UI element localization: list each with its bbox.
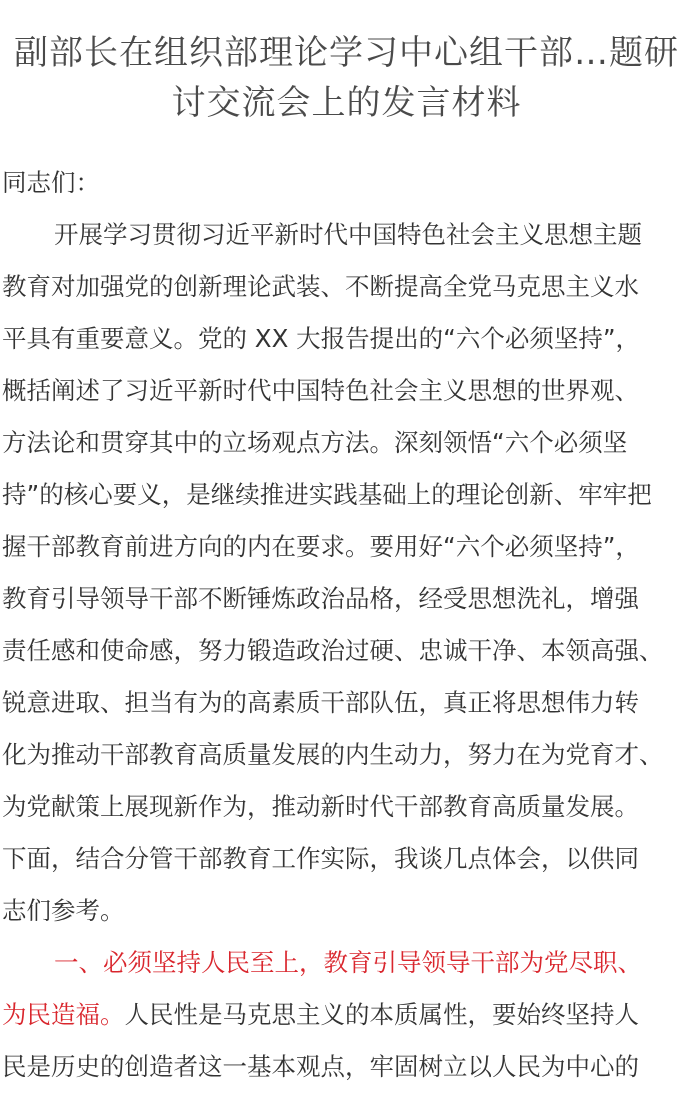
paragraph-line: 下面，结合分管干部教育工作实际，我谈几点体会，以供同	[2, 844, 639, 873]
paragraph-line: 概括阐述了习近平新时代中国特色社会主义思想的世界观、	[2, 376, 639, 405]
section-1-heading-end: 为民造福。	[2, 1000, 125, 1029]
title-line-2: 讨交流会上的发言材料	[171, 83, 522, 123]
title-line-1: 副部长在组织部理论学习中心组干部…题研	[14, 33, 679, 73]
section-1-line-3: 民是历史的创造者这一基本观点，牢固树立以人民为中心的	[2, 1052, 639, 1081]
paragraph-line: 握干部教育前进方向的内在要求。要用好“六个必须坚持”，	[2, 532, 640, 561]
section-1-heading: 一、必须坚持人民至上，教育引导领导干部为党尽职、	[54, 948, 642, 977]
paragraph-line: 开展学习贯彻习近平新时代中国特色社会主义思想主题	[54, 220, 642, 249]
paragraph-line: 持”的核心要义，是继续推进实践基础上的理论创新、牢牢把	[2, 480, 652, 509]
section-1-line-2	[2, 989, 691, 1041]
paragraph-line: 志们参考。	[2, 896, 125, 925]
document-title	[0, 28, 693, 128]
paragraph-line: 锐意进取、担当有为的高素质干部队伍，真正将思想伟力转	[2, 688, 639, 717]
paragraph-line: 平具有重要意义。党的 XX 大报告提出的“六个必须坚持”，	[2, 324, 641, 353]
paragraph-line: 教育引导领导干部不断锤炼政治品格，经受思想洗礼，增强	[2, 584, 639, 613]
salutation: 同志们：	[2, 168, 100, 197]
paragraph-line: 责任感和使命感，努力锻造政治过硬、忠诚干净、本领高强、	[2, 636, 664, 665]
section-1-text: 人民性是马克思主义的本质属性，要始终坚持人	[124, 1000, 639, 1029]
paragraph-line: 为党献策上展现新作为，推动新时代干部教育高质量发展。	[2, 792, 639, 821]
paragraph-line: 方法论和贯穿其中的立场观点方法。深刻领悟“六个必须坚	[2, 428, 628, 457]
document-body	[2, 157, 691, 1093]
paragraph-line: 化为推动干部教育高质量发展的内生动力，努力在为党育才、	[2, 740, 664, 769]
paragraph-line: 教育对加强党的创新理论武装、不断提高全党马克思主义水	[2, 272, 639, 301]
